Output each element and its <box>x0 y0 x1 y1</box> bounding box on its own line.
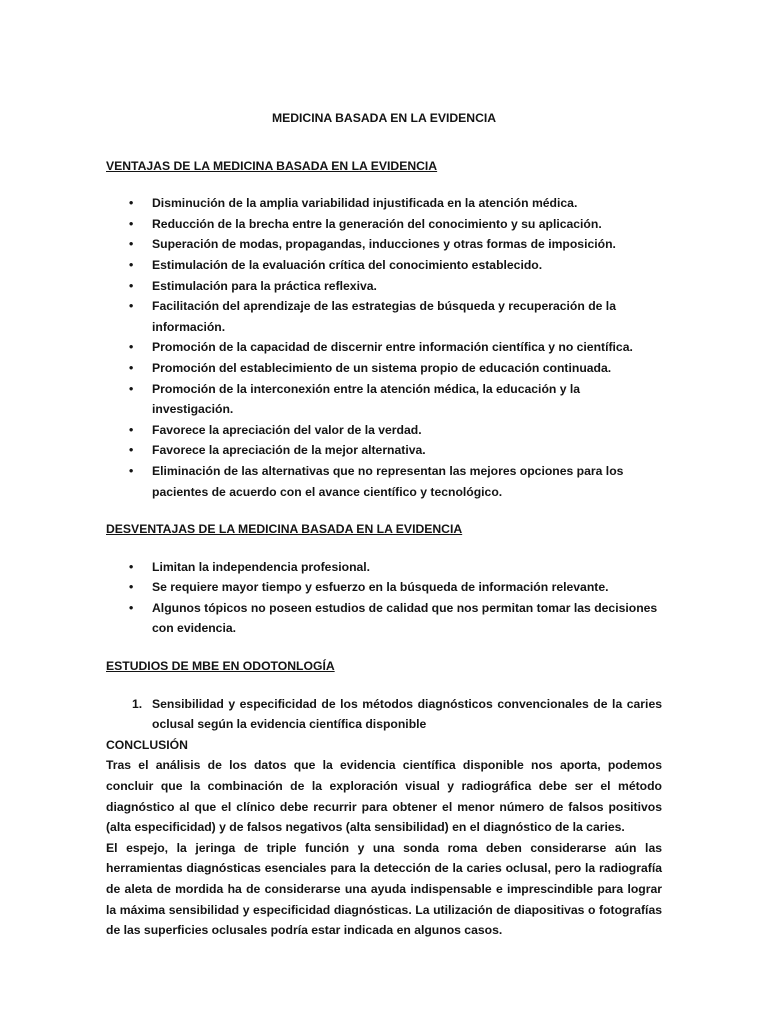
disadvantages-list <box>106 557 662 639</box>
list-item-text: Sensibilidad y especificidad de los métodos diagnósticos convencionales de la caries oclusal según la evidencia científica disponible <box>152 696 662 732</box>
list-item <box>106 440 662 461</box>
list-item <box>106 379 662 420</box>
bullet-icon: • <box>129 360 134 375</box>
advantages-list <box>106 193 662 502</box>
document-page <box>106 108 662 941</box>
conclusion-paragraph: Tras el análisis de los datos que la evidencia científica disponible nos aporta, podemos concluir que la combinación de la exploración visual y radiográfica debe ser el método diagnóstico al que el clínico debe recurrir para obtener el menor número de falsos positivos (alta especificidad) y de falsos negativos (alta sensibilidad) en el diagnóstico de la caries. <box>106 758 662 835</box>
list-item <box>106 296 662 337</box>
bullet-icon: • <box>129 463 134 478</box>
conclusion-label: CONCLUSIÓN <box>106 737 188 752</box>
list-item-text: Disminución de la amplia variabilidad injustificada en la atención médica. <box>152 196 578 211</box>
advantages-heading: VENTAJAS DE LA MEDICINA BASADA EN LA EVIDENCIA <box>106 158 438 173</box>
list-item <box>106 276 662 297</box>
bullet-icon: • <box>129 559 134 574</box>
list-item <box>106 420 662 441</box>
list-item-text: Promoción del establecimiento de un sistema propio de educación continuada. <box>152 360 612 375</box>
studies-heading: ESTUDIOS DE MBE EN ODOTONLOGÍA <box>106 659 335 674</box>
studies-list <box>106 694 662 735</box>
list-item <box>106 598 662 639</box>
list-item <box>106 694 662 735</box>
list-item-text: Se requiere mayor tiempo y esfuerzo en la búsqueda de información relevante. <box>152 580 609 595</box>
list-item-text: Promoción de la interconexión entre la atención médica, la educación y la investigación. <box>152 381 581 417</box>
list-item-text: Favorece la apreciación de la mejor alternativa. <box>152 443 426 458</box>
list-item <box>106 337 662 358</box>
list-item <box>106 358 662 379</box>
list-item <box>106 234 662 255</box>
bullet-icon: • <box>129 381 134 396</box>
bullet-icon: • <box>129 196 134 211</box>
bullet-icon: • <box>129 443 134 458</box>
bullet-icon: • <box>129 257 134 272</box>
list-item <box>106 193 662 214</box>
list-item-text: Reducción de la brecha entre la generación del conocimiento y su aplicación. <box>152 216 602 231</box>
bullet-icon: • <box>129 422 134 437</box>
list-item-text: Promoción de la capacidad de discernir entre información científica y no científica. <box>152 340 633 355</box>
bullet-icon: • <box>129 580 134 595</box>
document-title: MEDICINA BASADA EN LA EVIDENCIA <box>271 111 497 125</box>
list-item <box>106 214 662 235</box>
bullet-icon: • <box>129 216 134 231</box>
list-item-text: Estimulación para la práctica reflexiva. <box>152 278 377 293</box>
conclusion-paragraph: El espejo, la jeringa de triple función y una sonda roma deben considerarse aún las herramientas diagnósticas esenciales para la detección de la caries oclusal, pero la radiografía de aleta de mordida ha de considerarse una ayuda indispensable e imprescindible para lograr la máxima sensibilidad y especificidad diagnósticas. La utilización de diapositivas o fotografías de las superficies oclusales podría estar indicada en algunos casos. <box>106 840 662 938</box>
bullet-icon: • <box>129 600 134 615</box>
list-item <box>106 577 662 598</box>
list-item-text: Facilitación del aprendizaje de las estrategias de búsqueda y recuperación de la información. <box>152 299 616 334</box>
list-item-text: Estimulación de la evaluación crítica del conocimiento establecido. <box>152 257 543 272</box>
list-item-text: Favorece la apreciación del valor de la verdad. <box>152 422 422 437</box>
list-item <box>106 461 662 502</box>
list-item <box>106 557 662 578</box>
list-item-number: 1. <box>132 696 143 711</box>
list-item-text: Eliminación de las alternativas que no representan las mejores opciones para los pacientes de acuerdo con el avance científico y tecnológico. <box>152 463 624 499</box>
list-item <box>106 255 662 276</box>
list-item-text: Limitan la independencia profesional. <box>152 559 371 574</box>
bullet-icon: • <box>129 340 134 355</box>
bullet-icon: • <box>129 237 134 252</box>
disadvantages-heading: DESVENTAJAS DE LA MEDICINA BASADA EN LA EVIDENCIA <box>106 522 463 537</box>
list-item-text: Algunos tópicos no poseen estudios de calidad que nos permitan tomar las decisiones con evidencia. <box>152 600 658 636</box>
bullet-icon: • <box>129 278 134 293</box>
list-item-text: Superación de modas, propagandas, inducciones y otras formas de imposición. <box>152 237 616 252</box>
bullet-icon: • <box>129 299 134 314</box>
